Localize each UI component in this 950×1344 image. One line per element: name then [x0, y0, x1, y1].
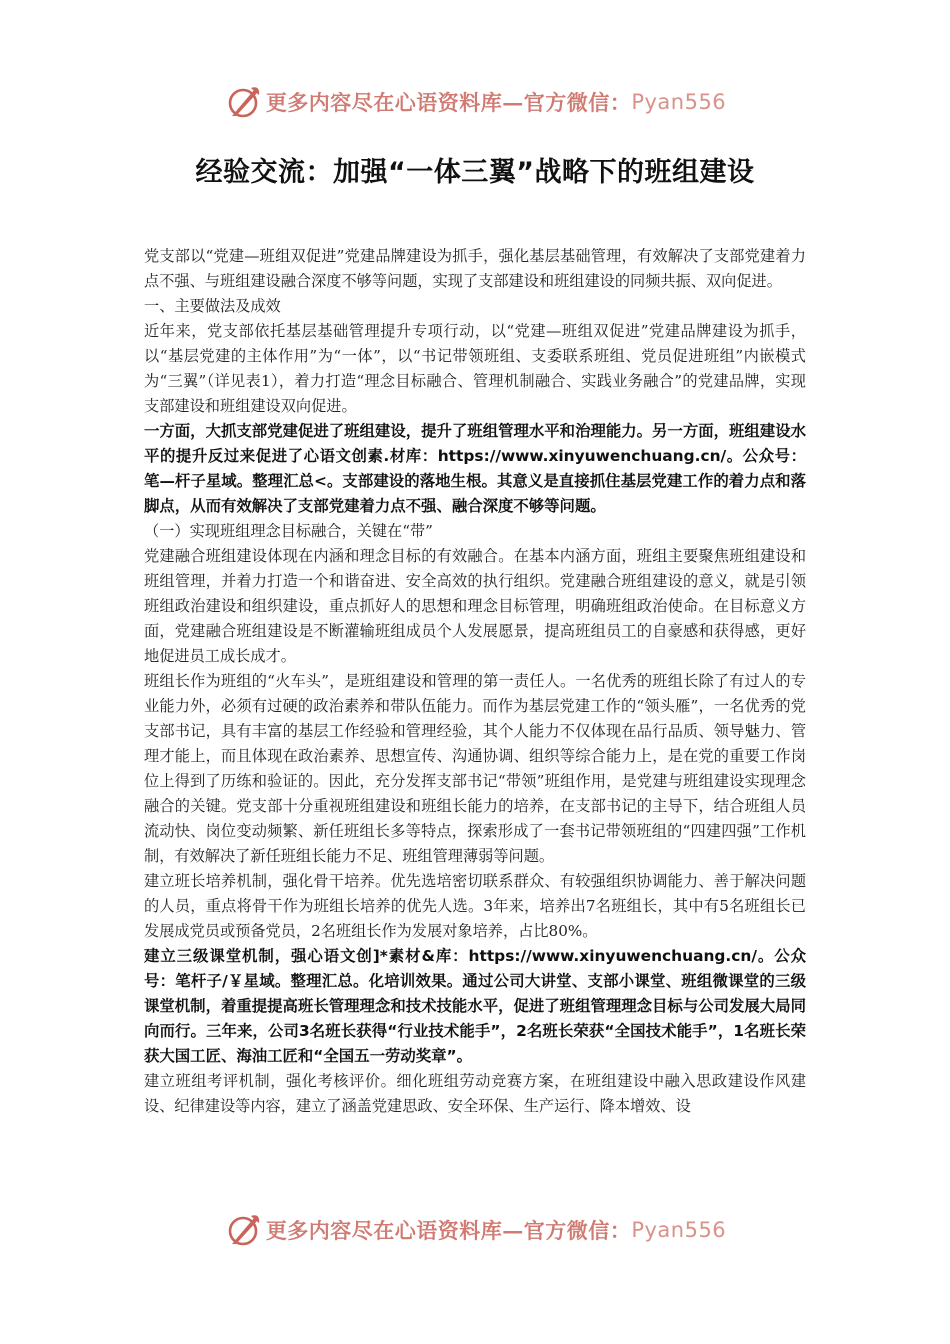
document-body [144, 244, 806, 1119]
quill-pen-logo-icon [224, 1210, 264, 1250]
footer-banner [0, 1210, 950, 1250]
wechat-id: Pyan556 [631, 90, 727, 114]
paragraph: 班组长作为班组的“火车头”，是班组建设和管理的第一责任人。一名优秀的班组长除了有过人的专业能力外，必须有过硬的政治素养和带队伍能力。而作为基层党建工作的“领头雁”，一名优秀的党支部书记，具有丰富的基层工作经验和管理经验，其个人能力不仅体现在品行品质、领导魅力、管理才能上，而且体现在政治素养、思想宣传、沟通协调、组织等综合能力上，是在党的重要工作岗位上得到了历练和验证的。因此，充分发挥支部书记“带领”班组作用，是党建与班组建设实现理念融合的关键。党支部十分重视班组建设和班组长能力的培养，在支部书记的主导下，结合班组人员流动快、岗位变动频繁、新任班组长多等特点，探索形成了一套书记带领班组的“四建四强”工作机制，有效解决了新任班组长能力不足、班组管理薄弱等问题。 [144, 672, 806, 865]
header-banner [0, 82, 950, 122]
subsection-heading: （一）实现班组理念目标融合，关键在“带” [144, 522, 433, 540]
paragraph: 党支部以“党建—班组双促进”党建品牌建设为抓手，强化基层基础管理，有效解决了支部党建着力点不强、与班组建设融合深度不够等问题，实现了支部建设和班组建设的同频共振、双向促进。 [144, 247, 806, 290]
banner-text: 更多内容尽在心语资料库—官方微信： [265, 90, 632, 115]
wechat-id: Pyan556 [631, 1218, 727, 1242]
banner-text: 更多内容尽在心语资料库—官方微信： [265, 1218, 632, 1243]
document-title: 经验交流：加强“一体三翼”战略下的班组建设 [195, 157, 755, 188]
paragraph: 党建融合班组建设体现在内涵和理念目标的有效融合。在基本内涵方面，班组主要聚焦班组建设和班组管理，并着力打造一个和谐奋进、安全高效的执行组织。党建融合班组建设的意义，就是引领班组政治建设和组织建设，重点抓好人的思想和理念目标管理，明确班组政治使命。在目标意义方面，党建融合班组建设是不断灌输班组成员个人发展愿景，提高班组员工的自豪感和获得感，更好地促进员工成长成才。 [144, 547, 806, 665]
paragraph: 建立班组考评机制，强化考核评价。细化班组劳动竞赛方案，在班组建设中融入思政建设作风建设、纪律建设等内容，建立了涵盖党建思政、安全环保、生产运行、降本增效、设 [144, 1072, 806, 1115]
quill-pen-logo-icon [224, 82, 264, 122]
watermark-paragraph: 一方面，大抓支部党建促进了班组建设，提升了班组管理水平和治理能力。另一方面，班组建设水平的提升反过来促进了心语文创素.材库：https://www.xinyuwenchuang.cn/。公众号：笔—杆子星域。整理汇总<。支部建设的落地生根。其意义是直接抓住基层党建工作的着力点和落脚点，从而有效解决了支部党建着力点不强、融合深度不够等问题。 [144, 422, 806, 515]
paragraph: 近年来，党支部依托基层基础管理提升专项行动，以“党建—班组双促进”党建品牌建设为抓手，以“基层党建的主体作用”为“一体”，以“书记带领班组、支委联系班组、党员促进班组”内嵌模式为“三翼”（详见表1），着力打造“理念目标融合、管理机制融合、实践业务融合”的党建品牌，实现支部建设和班组建设双向促进。 [144, 322, 806, 415]
section-heading: 一、主要做法及成效 [144, 297, 281, 315]
paragraph: 建立班长培养机制，强化骨干培养。优先选培密切联系群众、有较强组织协调能力、善于解决问题的人员，重点将骨干作为班组长培养的优先人选。3年来，培养出7名班组长，其中有5名班组长已发展成党员或预备党员，2名班组长作为发展对象培养，占比80%。 [144, 872, 806, 940]
watermark-paragraph: 建立三级课堂机制，强心语文创]*素材&库：https://www.xinyuwenchuang.cn/。公众号：笔杆子/￥星域。整理汇总。化培训效果。通过公司大讲堂、支部小课堂、班组微课堂的三级课堂机制，着重提提高班长管理理念和技术技能水平，促进了班组管理理念目标与公司发展大局同向而行。三年来，公司3名班长获得“行业技术能手”，2名班长荣获“全国技术能手”，1名班长荣获大国工匠、海油工匠和“全国五一劳动奖章”。 [144, 947, 806, 1065]
